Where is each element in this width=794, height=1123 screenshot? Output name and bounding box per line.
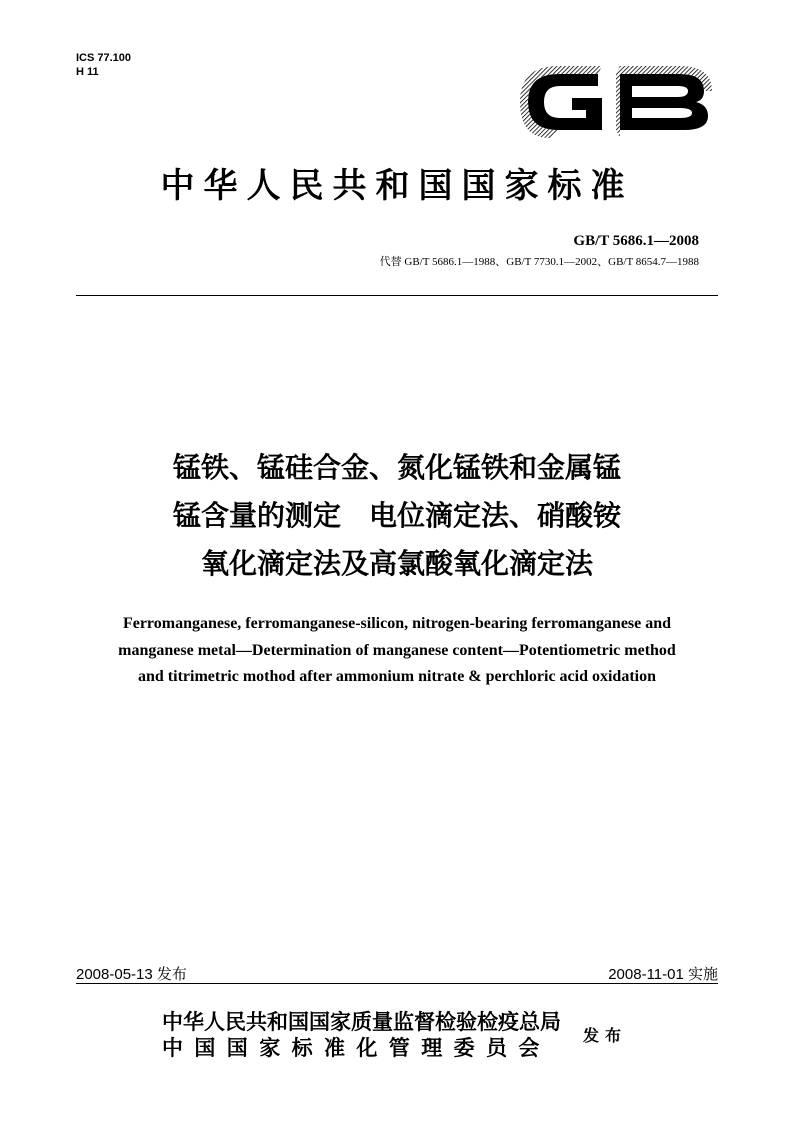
english-title (60, 611, 734, 691)
publication-date: 2008-05-13 发布 (76, 966, 187, 983)
ccs-code: H 11 (76, 66, 99, 78)
issue-action: 发布 (583, 1026, 628, 1045)
chinese-title-line1: 锰铁、锰硅合金、氮化锰铁和金属锰 (172, 451, 621, 484)
top-divider (76, 295, 718, 296)
chinese-title (0, 444, 794, 588)
english-title-line2: manganese metal—Determination of manganese content—Potentiometric method (118, 641, 676, 659)
standard-number: GB/T 5686.1—2008 (573, 233, 699, 249)
issuer-aqsiq: 中华人民共和国国家质量监督检验检疫总局 (162, 1010, 561, 1034)
implementation-date: 2008-11-01 实施 (608, 966, 718, 983)
bottom-divider (76, 983, 718, 984)
replaces-standards: 代替 GB/T 5686.1—1988、GB/T 7730.1—2002、GB/T 8654.7—1988 (379, 256, 699, 268)
gb-logo (520, 60, 720, 144)
issuer-sac: 中国国家标准化管理委员会 (162, 1036, 551, 1060)
chinese-title-line3: 氧化滴定法及高氯酸氧化滴定法 (200, 547, 593, 580)
english-title-line1: Ferromanganese, ferromanganese-silicon, nitrogen-bearing ferromanganese and (122, 615, 672, 632)
classification-codes (76, 51, 131, 79)
chinese-title-line2: 锰含量的测定 电位滴定法、硝酸铵 (172, 499, 621, 532)
national-standard-title: 中华人民共和国国家标准 (160, 166, 634, 206)
english-title-line3: and titrimetric mothod after ammonium nitrate & perchloric acid oxidation (138, 668, 656, 685)
ics-code: ICS 77.100 (76, 52, 132, 64)
